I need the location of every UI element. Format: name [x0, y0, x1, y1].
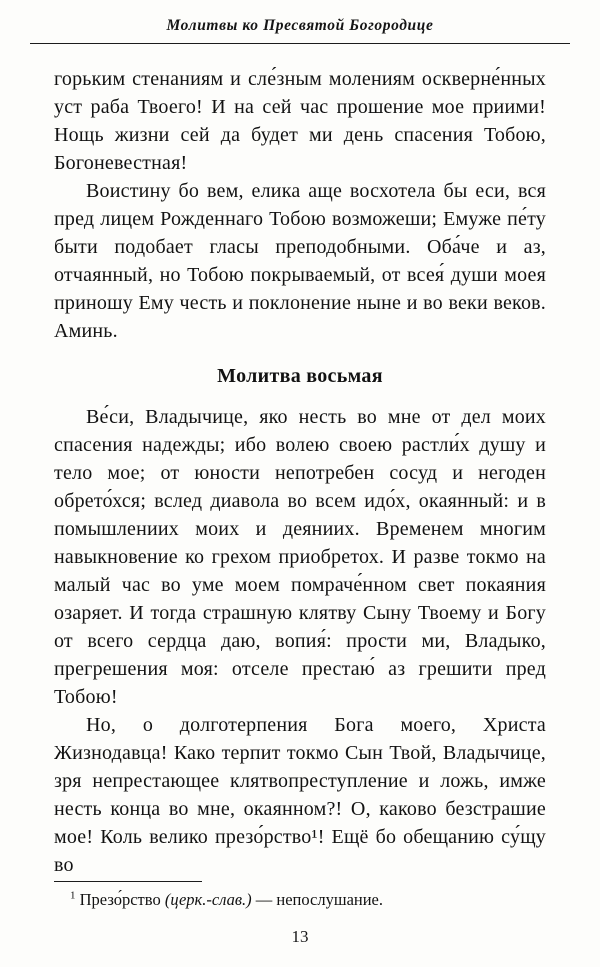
header-rule — [30, 43, 570, 44]
prayer-heading: Молитва восьмая — [217, 365, 383, 387]
page-number: 13 — [291, 927, 309, 946]
footnote-rule — [54, 881, 202, 882]
footnote-definition: — непослушание. — [255, 890, 383, 909]
footnote-term: Презо́рство — [79, 890, 161, 909]
paragraph: Но, о долготерпения Бога моего, Христа Жизнодавца! Како терпит токмо Сын Твой, Владычице, зря непрестающее клятвопреступление и ложь, имже несть конца во мне, окаянном?! О, каково безстрашие мое! Коль велико презо́рство¹! Ещё бо обещанию су́щу во — [54, 714, 546, 876]
body-text — [54, 65, 546, 879]
paragraph: Ве́си, Владычице, яко несть во мне от дел моих спасения надежды; ибо волею своею растли́х душу и тело мое; от юности непотребен сосуд и негоден обрето́хся; вслед диавола во всем идо́х, окаянный: и в помышлениих моих и деяниих. Временем многим навыкновение ко грехом приобретох. И разве токмо на малый час во уме моем помраче́нном свет покаяния озаряет. И тогда страшную клятву Сыну Твоему и Богу от всего сердца даю, вопия́: прости ми, Владыко, прегрешения моя: отселе престаю́ аз грешити пред Тобою! — [54, 406, 546, 708]
footnote — [54, 881, 546, 911]
paragraph: Воистину бо вем, елика аще восхотела бы еси, вся пред лицем Рожденнаго Тобою возможеши; Емуже пе́ту быти подобает гласы преподобными. Оба́че и аз, отчаянный, но Тобою покрываемый, от всея́ души моея приношу Ему честь и поклонение ныне и во веки веков. Аминь. — [54, 180, 546, 342]
footnote-lang-note: (церк.-слав.) — [164, 890, 252, 909]
footnote-text — [54, 889, 546, 911]
paragraph-continuation: горьким стенаниям и сле́зным молениям оскверне́нных уст раба Твоего! И на сей час прошение мое приими! Нощь жизни сей да будет ми день спасения Тобою, Богоневестная! — [54, 68, 546, 174]
running-header: Молитвы ко Пресвятой Богородице — [166, 17, 434, 34]
footnote-marker: 1 — [70, 889, 76, 902]
